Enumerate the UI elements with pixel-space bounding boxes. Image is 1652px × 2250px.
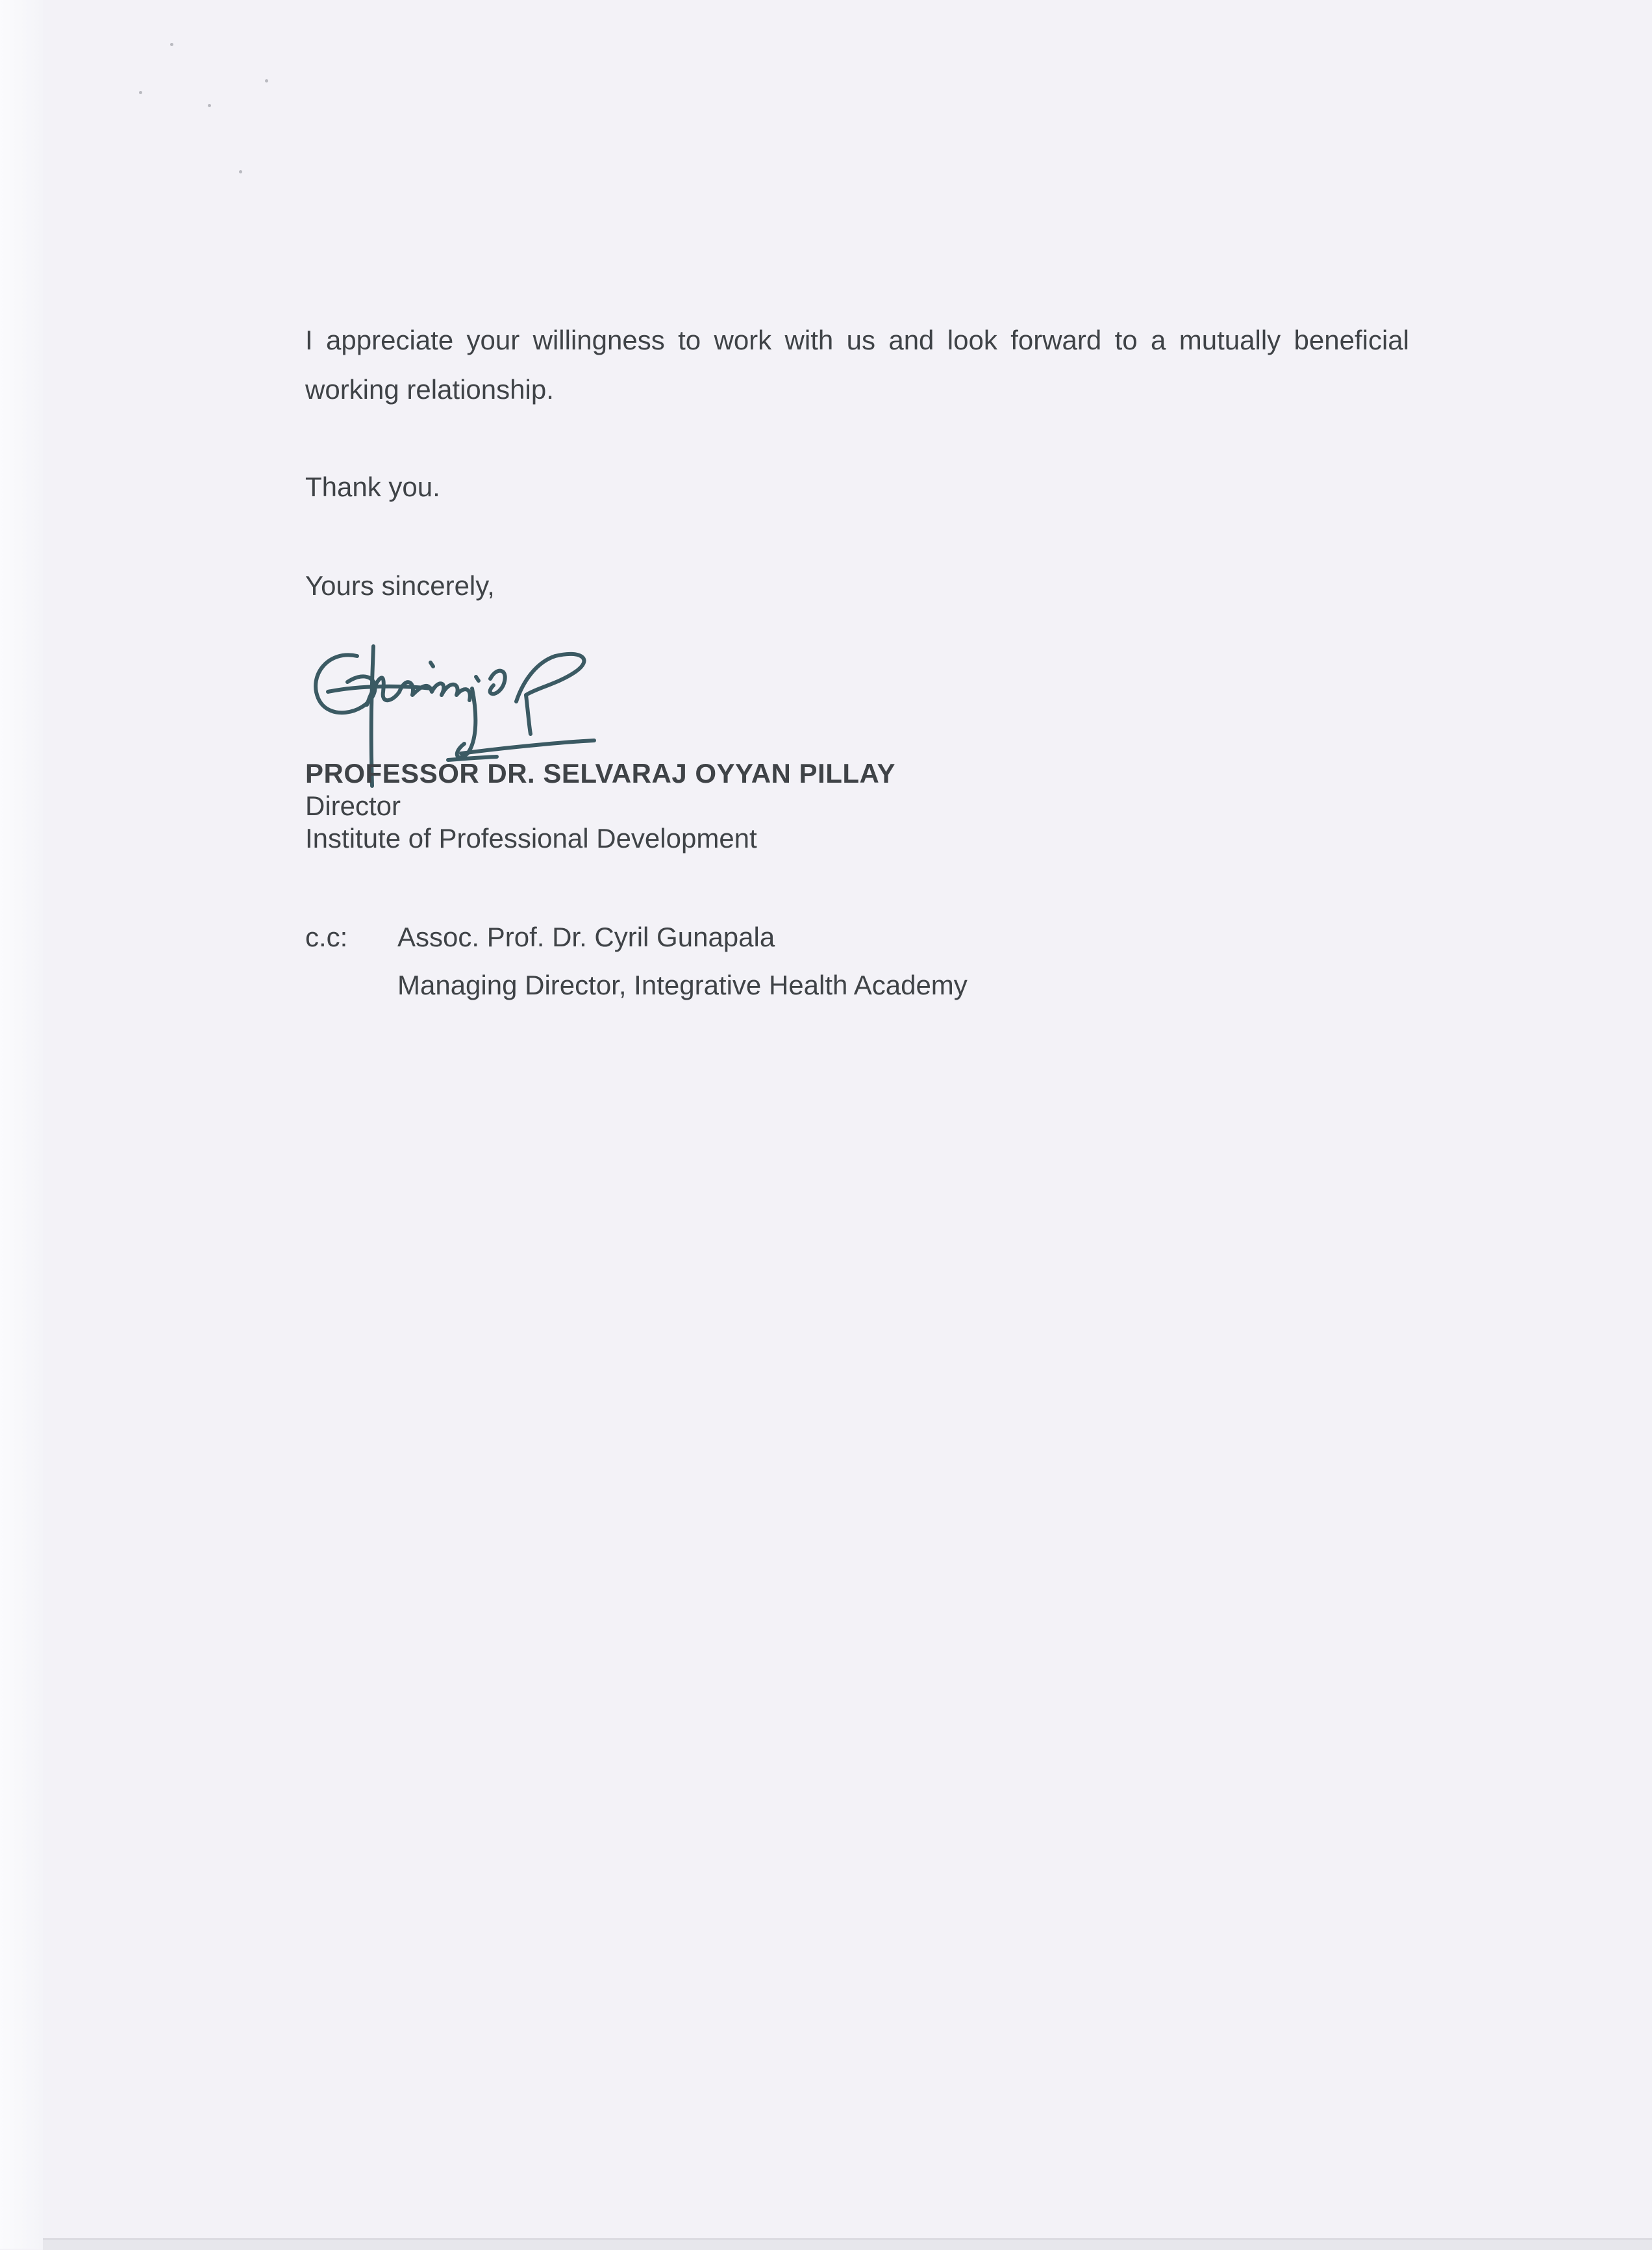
page-left-edge (0, 0, 43, 2249)
signatory-title: Director (305, 790, 401, 821)
sign-off-line: Yours sincerely, (305, 570, 495, 601)
scan-speck (139, 91, 142, 94)
thank-you-line: Thank you. (305, 472, 440, 502)
scan-speck (170, 43, 173, 46)
cc-label: c.c: (305, 922, 348, 952)
signatory-name: PROFESSOR DR. SELVARAJ OYYAN PILLAY (305, 758, 896, 789)
scan-speck (239, 170, 242, 173)
scan-speck (208, 104, 211, 107)
cc-recipient-title: Managing Director, Integrative Health Academy (397, 970, 968, 1000)
scan-speck (265, 79, 268, 82)
cc-recipient-name: Assoc. Prof. Dr. Cyril Gunapala (397, 922, 775, 952)
page-bottom-edge (43, 2238, 1652, 2250)
closing-paragraph: I appreciate your willingness to work with us and look forward to a mutually beneficial working relationship. (305, 325, 1409, 405)
signatory-organization: Institute of Professional Development (305, 823, 757, 853)
